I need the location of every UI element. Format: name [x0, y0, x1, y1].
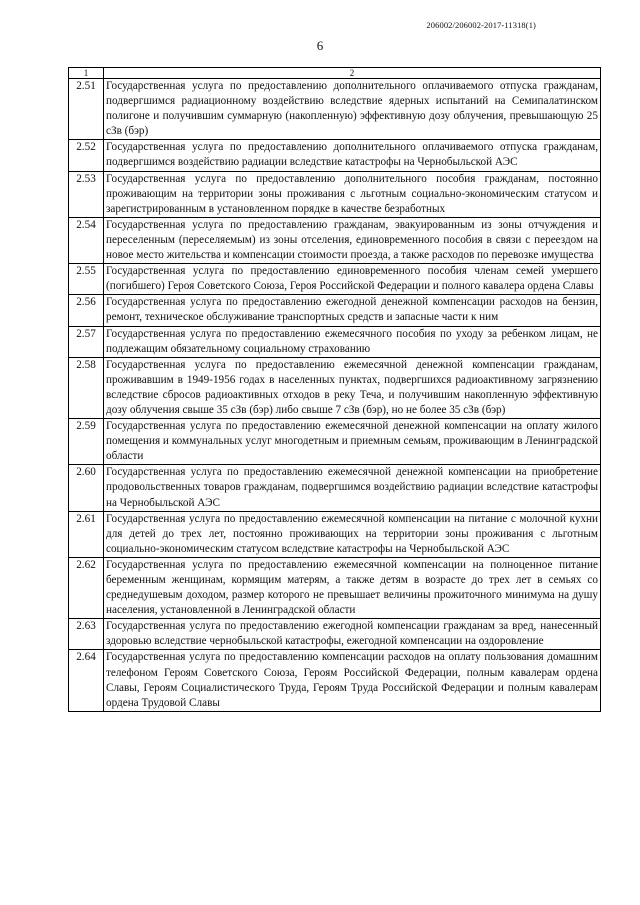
table-row — [69, 650, 601, 711]
row-number: 2.56 — [69, 295, 104, 326]
row-text: Государственная услуга по предоставлению единовременного пособия членам семей умершего (погибшего) Героя Советского Союза, Героя Российской Федерации и полного кавалера ордена Славы — [104, 264, 601, 295]
row-number: 2.63 — [69, 619, 104, 650]
table-row — [69, 357, 601, 418]
row-number: 2.64 — [69, 650, 104, 711]
row-text: Государственная услуга по предоставлению дополнительного оплачиваемого отпуска гражданам, подвергшимся радиационному воздействию вследствие ядерных испытаний на Семипалатинском полигоне и получившим суммарную (накопленную) эффективную дозу облучения, превышающую 25 сЗв (бэр) — [104, 79, 601, 140]
table-row — [69, 79, 601, 140]
row-text: Государственная услуга по предоставлению ежемесячной денежной компенсации на приобретение продовольственных товаров гражданам, подвергшимся воздействию радиации вследствие катастрофы на Чернобыльской АЭС — [104, 465, 601, 511]
row-number: 2.58 — [69, 357, 104, 418]
row-text: Государственная услуга по предоставлению ежемесячной денежной компенсации на оплату жилого помещения и коммунальных услуг многодетным и приемным семьям, проживающим в Ленинградской области — [104, 419, 601, 465]
table-row — [69, 326, 601, 357]
row-number: 2.51 — [69, 79, 104, 140]
table-row — [69, 171, 601, 217]
table-row — [69, 419, 601, 465]
table-row — [69, 295, 601, 326]
row-text: Государственная услуга по предоставлению ежемесячной компенсации на полноценное питание беременным женщинам, кормящим матерям, а также детям в возрасте до трех лет в семьях со среднедушевым доходом, размер которого не превышает величины прожиточного минимума на душу населения, установленной в Ленинградской области — [104, 557, 601, 618]
table-row — [69, 140, 601, 171]
row-number: 2.53 — [69, 171, 104, 217]
table-row — [69, 557, 601, 618]
row-text: Государственная услуга по предоставлению ежемесячной денежной компенсации гражданам, проживавшим в 1949-1956 годах в населенных пунктах, подвергшихся радиоактивному загрязнению вследствие сбросов радиоактивных отходов в реку Теча, и получившим накопленную эффективную дозу облучения свыше 35 сЗв (бэр) либо свыше 7 сЗв (бэр), но не более 35 сЗв (бэр) — [104, 357, 601, 418]
page-number: 6 — [316, 38, 324, 53]
row-number: 2.54 — [69, 217, 104, 263]
table-row — [69, 217, 601, 263]
row-text: Государственная услуга по предоставлению гражданам, эвакуированным из зоны отчуждения и переселенным (переселяемым) из зоны отселения, единовременного пособия в связи с переездом на новое место жительства и компенсации стоимости проезда, а также расходов по перевозке имущества — [104, 217, 601, 263]
table-header-row — [69, 68, 601, 79]
row-text: Государственная услуга по предоставлению компенсации расходов на оплату пользования домашним телефоном Героям Советского Союза, Героям Российской Федерации, полным кавалерам ордена Славы, Героям Социалистического Труда, Героям Труда Российской Федерации и полным кавалерам ордена Трудовой Славы — [104, 650, 601, 711]
row-text: Государственная услуга по предоставлению ежемесячного пособия по уходу за ребенком лицам, не подлежащим обязательному социальному страхованию — [104, 326, 601, 357]
row-text: Государственная услуга по предоставлению дополнительного оплачиваемого отпуска гражданам, подвергшимся воздействию радиации вследствие катастрофы на Чернобыльской АЭС — [104, 140, 601, 171]
row-number: 2.52 — [69, 140, 104, 171]
column-header-number: 1 — [69, 68, 104, 79]
row-number: 2.62 — [69, 557, 104, 618]
column-header-description: 2 — [104, 68, 601, 79]
row-number: 2.60 — [69, 465, 104, 511]
row-number: 2.59 — [69, 419, 104, 465]
row-text: Государственная услуга по предоставлению дополнительного пособия гражданам, постоянно проживающим на территории зоны проживания с льготным социально-экономическим статусом и зарегистрированным в установленном порядке в качестве безработных — [104, 171, 601, 217]
table-row — [69, 511, 601, 557]
table-row — [69, 465, 601, 511]
table-row — [69, 264, 601, 295]
document-id: 206002/206002-2017-11318(1) — [426, 20, 536, 30]
services-table — [68, 67, 601, 712]
row-number: 2.61 — [69, 511, 104, 557]
row-text: Государственная услуга по предоставлению ежемесячной компенсации на питание с молочной кухни для детей до трех лет, постоянно проживающих на территории зоны проживания с льготным социально-экономическим статусом вследствие катастрофы на Чернобыльской АЭС — [104, 511, 601, 557]
row-number: 2.57 — [69, 326, 104, 357]
row-text: Государственная услуга по предоставлению ежегодной компенсации гражданам за вред, нанесенный здоровью вследствие чернобыльской катастрофы, ежегодной компенсации на оздоровление — [104, 619, 601, 650]
row-number: 2.55 — [69, 264, 104, 295]
row-text: Государственная услуга по предоставлению ежегодной денежной компенсации расходов на бензин, ремонт, техническое обслуживание транспортных средств и запасные части к ним — [104, 295, 601, 326]
table-row — [69, 619, 601, 650]
